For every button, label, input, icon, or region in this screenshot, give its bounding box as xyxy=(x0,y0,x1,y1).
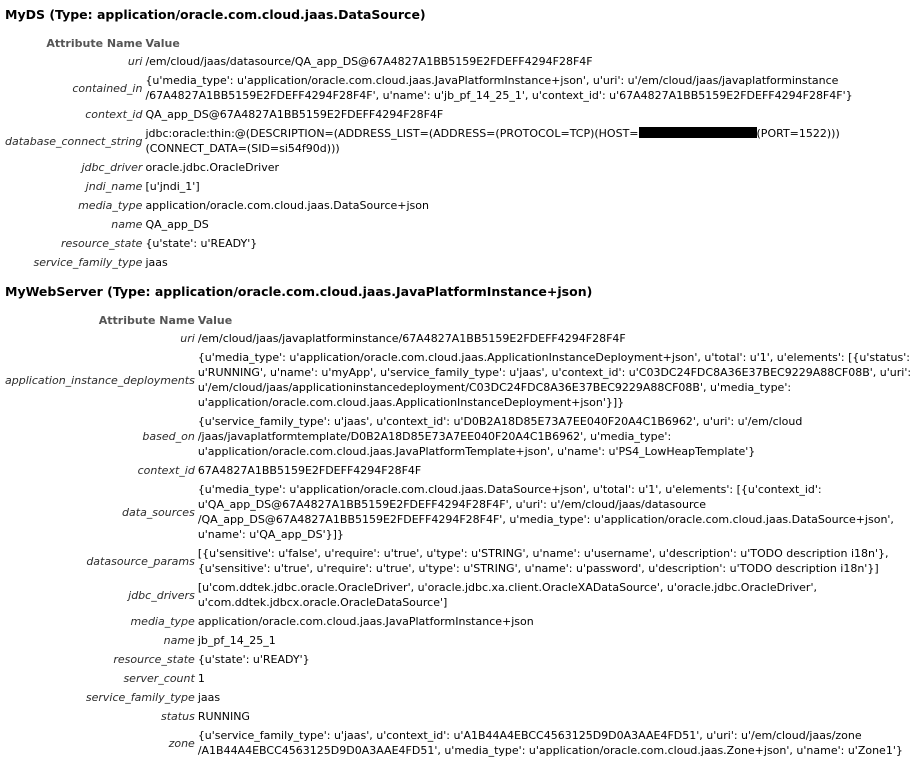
table-row xyxy=(5,412,911,461)
attribute-key: application_instance_deployments xyxy=(5,373,195,387)
attribute-value: 67A4827A1BB5159E2FDEFF4294F28F4F xyxy=(197,464,422,477)
section-title-mywebserver: MyWebServer (Type: application/oracle.com.cloud.jaas.JavaPlatformInstance+json) xyxy=(5,284,593,299)
attribute-value: jb_pf_14_25_1 xyxy=(197,634,276,647)
attribute-value: QA_app_DS xyxy=(145,218,209,231)
attribute-key: jdbc_driver xyxy=(81,161,143,174)
table-row xyxy=(5,578,911,612)
attribute-value: {u'state': u'READY'} xyxy=(197,653,310,666)
attribute-key: jdbc_drivers xyxy=(128,588,195,602)
attribute-key: name xyxy=(111,218,143,231)
attribute-value: application/oracle.com.cloud.jaas.DataSource+json xyxy=(145,199,429,212)
attribute-name-header: Attribute Name xyxy=(98,314,195,327)
attribute-key: server_count xyxy=(123,672,195,685)
attribute-key: zone xyxy=(168,736,195,750)
attribute-value: {u'media_type': u'application/oracle.com.cloud.jaas.DataSource+json', u'total': u'1', u'elements': [{u'context_id': u'QA_app_DS@67A4827A1BB5159E2FDEFF4294F28F4F', u'uri': u'/em/cloud/jaas/datasource /QA_app_DS@67A4827A1BB5159E2FDEFF4294F28F4F', u'media_type': u'application/oracle.com.cloud.jaas.DataSource+json', u'name': u'QA_app_DS'}]} xyxy=(197,483,894,541)
attribute-key: context_id xyxy=(85,108,143,121)
attribute-name-header: Attribute Name xyxy=(46,37,143,50)
attribute-key: uri xyxy=(180,332,195,345)
table-row xyxy=(5,544,911,578)
table-row xyxy=(5,253,853,272)
attribute-key: datasource_params xyxy=(86,554,195,568)
table-row xyxy=(5,669,911,688)
table-row xyxy=(5,707,911,726)
attribute-key: uri xyxy=(127,55,143,68)
attribute-value: {u'media_type': u'application/oracle.com.cloud.jaas.JavaPlatformInstance+json', u'uri': u'/em/cloud/jaas/javaplatforminstance /67A4827A1BB5159E2FDEFF4294F28F4F', u'name': u'jb_pf_14_25_1', u'context_id': u'67A4827A1BB5159E2FDEFF4294F28F4F'} xyxy=(145,74,853,102)
attribute-table-myds xyxy=(5,35,853,272)
attribute-value: {u'service_family_type': u'jaas', u'context_id': u'D0B2A18D85E73A7EE040F20A4C1B6962', u'uri': u'/em/cloud /jaas/javaplatformtemplate/D0B2A18D85E73A7EE040F20A4C1B6962', u'media_type': u'application/oracle.com.cloud.jaas.JavaPlatformTemplate+json', u'name': u'PS4_LowHeapTemplate'} xyxy=(197,415,803,458)
attribute-key: based_on xyxy=(142,430,195,443)
attribute-key: media_type xyxy=(130,615,195,628)
attribute-key: name xyxy=(163,634,195,647)
section-title-myds: MyDS (Type: application/oracle.com.cloud.jaas.DataSource) xyxy=(5,7,426,22)
attribute-key: context_id xyxy=(137,464,195,477)
attribute-value: oracle.jdbc.OracleDriver xyxy=(145,161,280,174)
attribute-key: database_connect_string xyxy=(5,134,143,148)
attribute-value: application/oracle.com.cloud.jaas.JavaPlatformInstance+json xyxy=(197,615,534,628)
attribute-value: [u'com.ddtek.jdbc.oracle.OracleDriver', u'oracle.jdbc.xa.client.OracleXADataSource', u'oracle.jdbc.OracleDriver', u'com.ddtek.jdbcx.oracle.OracleDataSource'] xyxy=(197,581,817,609)
table-row xyxy=(5,158,853,177)
attribute-key: service_family_type xyxy=(33,256,143,269)
attribute-value: {u'state': u'READY'} xyxy=(145,237,258,250)
attribute-value: jaas xyxy=(145,256,168,269)
attribute-key: resource_state xyxy=(61,237,143,250)
redacted-host-block xyxy=(639,127,757,138)
attribute-value: QA_app_DS@67A4827A1BB5159E2FDEFF4294F28F4F xyxy=(145,108,444,121)
attribute-key: resource_state xyxy=(113,653,195,666)
table-row xyxy=(5,196,853,215)
attribute-value: {u'media_type': u'application/oracle.com.cloud.jaas.ApplicationInstanceDeployment+json', u'total': u'1', u'elements': [{u'status': u'RUNNING', u'name': u'myApp', u'service_family_type': u'jaas', u'context_id': u'C03DC24FDC8A36E37BEC9229A88CF08B', u'uri': u'/em/cloud/jaas/applicationinstancedeployment/C03DC24FDC8A36E37BEC9229A88CF08B', u'media_type': u'application/oracle.com.cloud.jaas.ApplicationInstanceDeployment+json'}]} xyxy=(197,351,911,409)
table-header xyxy=(5,312,911,329)
table-row xyxy=(5,215,853,234)
attribute-key: contained_in xyxy=(72,81,143,95)
table-row xyxy=(5,688,911,707)
attribute-key: media_type xyxy=(78,199,143,212)
value-header: Value xyxy=(145,37,180,50)
attribute-key: service_family_type xyxy=(85,691,195,704)
table-row xyxy=(5,124,853,158)
table-row xyxy=(5,631,911,650)
table-row xyxy=(5,726,911,760)
attribute-value: /em/cloud/jaas/datasource/QA_app_DS@67A4827A1BB5159E2FDEFF4294F28F4F xyxy=(145,55,593,68)
attribute-value: {u'service_family_type': u'jaas', u'context_id': u'A1B44A4EBCC4563125D9D0A3AAE4FD51', u'uri': u'/em/cloud/jaas/zone /A1B44A4EBCC4563125D9D0A3AAE4FD51', u'media_type': u'application/oracle.com.cloud.jaas.Zone+json', u'name': u'Zone1'} xyxy=(197,729,903,757)
attribute-value: 1 xyxy=(197,672,205,685)
table-row xyxy=(5,71,853,105)
attribute-value: jaas xyxy=(197,691,221,704)
table-row xyxy=(5,177,853,196)
attribute-value: RUNNING xyxy=(197,710,250,723)
table-row xyxy=(5,480,911,544)
attribute-table-mywebserver xyxy=(5,312,911,760)
table-row xyxy=(5,348,911,412)
table-row xyxy=(5,105,853,124)
table-row xyxy=(5,329,911,348)
attribute-value: [u'jndi_1'] xyxy=(145,180,200,193)
table-row xyxy=(5,234,853,253)
table-header xyxy=(5,35,853,52)
value-header: Value xyxy=(197,314,233,327)
attribute-value: [{u'sensitive': u'false', u'require': u'true', u'type': u'STRING', u'name': u'username', u'description': u'TODO description i18n'}, {u'sensitive': u'true', u'require': u'true', u'type': u'STRING', u'name': u'password', u'description': u'TODO description i18n'}] xyxy=(197,547,889,575)
attribute-key: jndi_name xyxy=(85,180,143,193)
attribute-key: data_sources xyxy=(122,505,195,519)
table-row xyxy=(5,52,853,71)
table-row xyxy=(5,612,911,631)
attribute-value: jdbc:oracle:thin:@(DESCRIPTION=(ADDRESS_LIST=(ADDRESS=(PROTOCOL=TCP)(HOST= (PORT=1522))) (CONNECT_DATA=(SID=si54f90d))) xyxy=(145,127,840,155)
table-row xyxy=(5,461,911,480)
attribute-value: /em/cloud/jaas/javaplatforminstance/67A4827A1BB5159E2FDEFF4294F28F4F xyxy=(197,332,626,345)
attribute-key: status xyxy=(161,710,195,723)
table-row xyxy=(5,650,911,669)
